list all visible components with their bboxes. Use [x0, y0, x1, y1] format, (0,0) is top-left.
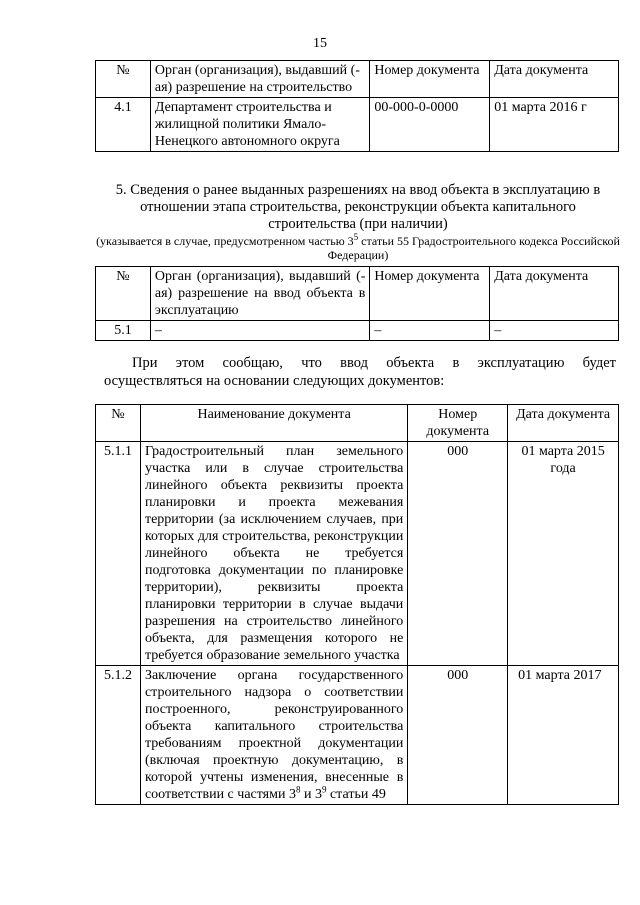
doc-name-text-end: статьи 49: [326, 787, 386, 802]
header-doc-date: Дата документа: [490, 267, 619, 321]
table-row: [96, 442, 619, 666]
row-number: 5.1: [96, 321, 151, 341]
body-paragraph: [104, 354, 616, 390]
header-doc-number: Номер документа: [370, 267, 490, 321]
table-header-row: [96, 61, 619, 98]
table-header-row: [96, 405, 619, 442]
header-doc-date: Дата документа: [490, 61, 619, 98]
row-doc-number: 000: [408, 442, 508, 666]
header-organ: Орган (организация), выдавший (-ая) разрешение на ввод объекта в эксплуатацию: [150, 267, 370, 321]
row-number: 4.1: [96, 98, 151, 152]
building-permit-table: [95, 60, 619, 152]
header-doc-number: Номер документа: [408, 405, 508, 442]
row-doc-date: 01 марта 2016 г: [490, 98, 619, 152]
doc-name-text-mid: и 3: [300, 787, 322, 802]
row-doc-name: [140, 666, 407, 805]
table-header-row: [96, 267, 619, 321]
section-5-heading: 5. Сведения о ранее выданных разрешениях на ввод объекта в эксплуатацию в отношении этапа строительства, реконструкции объекта капитального строительства (при наличии): [115, 182, 601, 232]
row-doc-number: –: [370, 321, 490, 341]
header-number: №: [96, 267, 151, 321]
row-doc-number: 000: [408, 666, 508, 805]
header-doc-number: Номер документа: [370, 61, 490, 98]
row-organ: Департамент строительства и жилищной политики Ямало-Ненецкого автономного округа: [150, 98, 370, 152]
row-doc-name: Градостроительный план земельного участка или в случае строительства линейного объекта реквизиты проекта планировки и проекта межевания территории (за исключением случаев, при которых для строительства, реконструкции линейного объекта не требуется подготовка документации по планировке территории), реквизиты проекта планировки территории в случае выдачи разрешения на строительство линейного объекта, для размещения которого не требуется образование земельного участка: [140, 442, 407, 666]
paragraph-line-2: осуществляться на основании следующих документов:: [104, 373, 445, 389]
row-doc-date: –: [490, 321, 619, 341]
header-number: №: [96, 405, 141, 442]
superscript-8: 8: [295, 784, 301, 795]
table-row: [96, 321, 619, 341]
doc-name-text: Заключение органа государственного строительного надзора о соответствии построенного, реконструированного объекта капитального строительства требованиям проектной документации (включая проектную документацию, в которой учтены изменения, внесенные в соответствии с частями 3: [144, 668, 404, 802]
header-doc-name: Наименование документа: [140, 405, 407, 442]
documents-table: [95, 404, 619, 805]
paragraph-line-1: При этом сообщаю, что ввод объекта в эксплуатацию будет: [132, 355, 616, 371]
row-doc-number: 00-000-0-0000: [370, 98, 490, 152]
row-doc-date: 01 марта 2017: [508, 666, 619, 805]
page-number: 15: [313, 36, 327, 51]
superscript-9: 9: [321, 784, 327, 795]
row-number: 5.1.2: [96, 666, 141, 805]
note-text: (указывается в случае, предусмотренном частью 3: [96, 234, 354, 248]
note-superscript: 5: [353, 232, 359, 242]
note-text-end: статьи 55 Градостроительного кодекса Российской Федерации): [327, 234, 620, 262]
table-row: [96, 98, 619, 152]
row-number: 5.1.1: [96, 442, 141, 666]
row-organ: –: [150, 321, 370, 341]
header-organ: Орган (организация), выдавший (-ая) разрешение на строительство: [150, 61, 370, 98]
table-row: [96, 666, 619, 805]
row-doc-date: 01 марта 2015 года: [508, 442, 619, 666]
section-5-note: [96, 234, 620, 262]
header-number: №: [96, 61, 151, 98]
header-doc-date: Дата документа: [508, 405, 619, 442]
commissioning-permit-table: [95, 266, 619, 341]
